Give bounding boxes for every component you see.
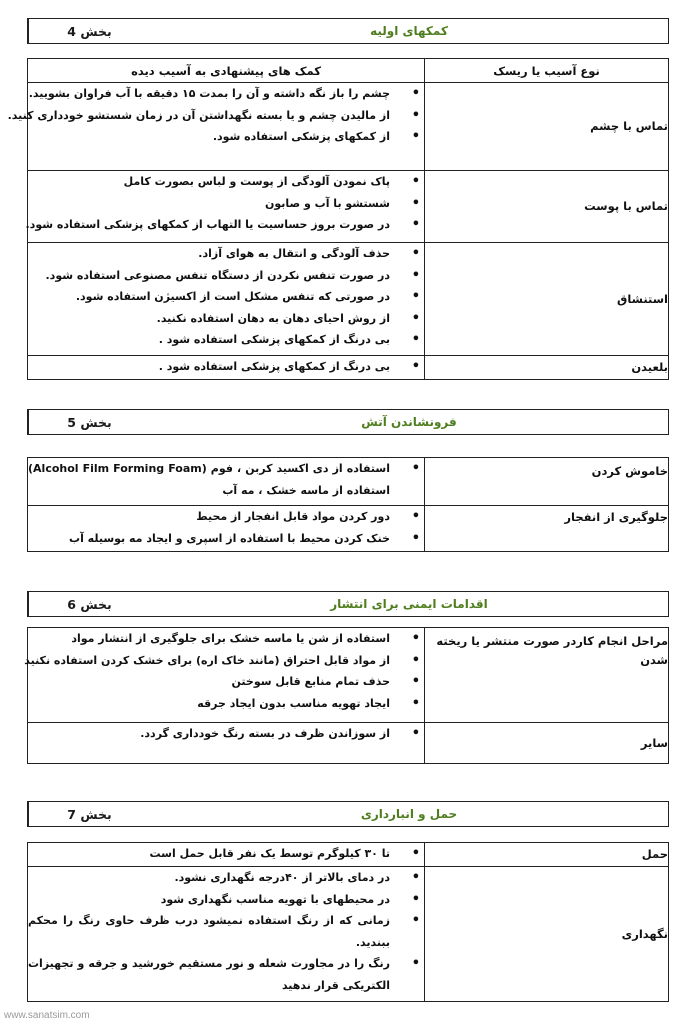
fire-fighting-table xyxy=(27,457,669,551)
list-item: • خنک کردن محیط با استفاده از اسپری و ایجاد مه بوسیله آب xyxy=(28,528,424,550)
bullet-list xyxy=(28,356,424,378)
table-row xyxy=(28,243,669,356)
list-item: • حذف آلودگی و انتقال به هوای آزاد. xyxy=(28,243,424,265)
bullet-list xyxy=(28,243,424,351)
list-item: • در صورتی که تنفس مشکل است از اکسیژن استفاده شود. xyxy=(28,286,424,308)
section-7-header xyxy=(27,801,669,825)
section-4-header xyxy=(27,18,669,42)
section-title: حمل و انبارداری xyxy=(360,807,458,821)
list-item: • بی درنگ از کمکهای پزشکی استفاده شود . xyxy=(28,356,424,378)
list-item: • در محیطهای با تهویه مناسب نگهداری شود xyxy=(28,889,424,911)
row-label: سایر xyxy=(425,723,669,764)
list-item: • از مالیدن چشم و یا بسته نگهداشتن آن در زمان شستشو خودداری کنید. xyxy=(28,105,424,127)
list-item: • در صورت تنفس نکردن از دستگاه تنفس مصنوعی استفاده شود. xyxy=(28,265,424,287)
list-item: • چشم را باز نگه داشته و آن را بمدت ۱۵ دقیقه با آب فراوان بشویید. xyxy=(28,83,424,105)
spill-measures-table xyxy=(24,627,669,763)
bullet-list xyxy=(28,843,424,865)
bullet-list xyxy=(28,723,424,745)
list-item: • بی درنگ از کمکهای پزشکی استفاده شود . xyxy=(28,329,424,351)
list-item: • شستشو با آب و صابون xyxy=(28,193,424,215)
bullet-list xyxy=(28,867,424,996)
section-number: بخش 5 xyxy=(28,410,150,434)
list-item: • ایجاد تهویه مناسب بدون ایجاد جرقه xyxy=(28,693,424,715)
bullet-list xyxy=(24,628,424,714)
section-number: بخش 4 xyxy=(28,19,150,43)
column-header-aid: کمک های پیشنهادی به آسیب دیده xyxy=(28,59,425,83)
first-aid-table xyxy=(7,58,669,379)
table-row xyxy=(28,628,669,723)
section-number: بخش 7 xyxy=(28,802,150,826)
list-item: • از مواد قابل احتراق (مانند خاک اره) برای خشک کردن استفاده نکنید xyxy=(28,650,424,672)
list-item: • از روش احیای دهان به دهان استفاده نکنید. xyxy=(28,308,424,330)
list-item: • استفاده از شن یا ماسه خشک برای جلوگیری از انتشار مواد xyxy=(28,628,424,650)
list-item: • حذف تمام منابع قابل سوختن xyxy=(28,671,424,693)
table-row xyxy=(28,356,669,380)
row-label: نگهداری xyxy=(425,867,669,1002)
bullet-list xyxy=(25,171,424,236)
column-header-risk: نوع آسیب یا ریسک xyxy=(425,59,669,83)
list-item: • از کمکهای پزشکی استفاده شود. xyxy=(28,126,424,148)
list-item: • دور کردن مواد قابل انفجار از محیط xyxy=(28,506,424,528)
list-item: • زمانی که از رنگ استفاده نمیشود درب ظرف حاوی رنگ را محکم ببندید. xyxy=(28,910,424,953)
table-row xyxy=(28,506,669,552)
bullet-list xyxy=(28,458,424,501)
watermark: www.sanatsim.com xyxy=(4,1010,90,1021)
table-row xyxy=(28,171,669,243)
row-label: تماس با پوست xyxy=(425,171,669,243)
section-6-header xyxy=(27,591,669,615)
row-label: بلعیدن xyxy=(425,356,669,380)
bullet-list xyxy=(28,506,424,549)
list-item: • پاک نمودن آلودگی از پوست و لباس بصورت کامل xyxy=(28,171,424,193)
section-title: اقدامات ایمنی برای انتشار xyxy=(330,597,488,611)
row-label: مراحل انجام کاردر صورت منتشر یا ریخته شدن xyxy=(425,628,669,723)
row-label: استنشاق xyxy=(425,243,669,356)
handling-storage-table xyxy=(27,842,669,1001)
section-5-header xyxy=(27,409,669,433)
bullet-list xyxy=(7,83,424,148)
table-row xyxy=(28,867,669,1002)
list-item: • از سوزاندن ظرف در بسته رنگ خودداری گردد. xyxy=(28,723,424,745)
table-row xyxy=(28,458,669,506)
section-title: کمکهای اولیه xyxy=(370,24,448,38)
row-label: تماس با چشم xyxy=(425,83,669,171)
table-row xyxy=(28,83,669,171)
section-number: بخش 6 xyxy=(28,592,150,616)
table-row xyxy=(28,723,669,764)
row-label: خاموش کردن xyxy=(425,458,669,506)
list-item: • در صورت بروز حساسیت یا التهاب از کمکهای پزشکی استفاده شود. xyxy=(28,214,424,236)
row-label: حمل xyxy=(425,843,669,867)
list-item: • استفاده از دی اکسید کربن ، فوم (Alcohol Film Forming Foam) استفاده از ماسه خشک ، مه آب xyxy=(28,458,424,501)
list-item: • رنگ را در مجاورت شعله و نور مستقیم خورشید و جرقه و تجهیزات الکتریکی قرار ندهید xyxy=(28,953,424,996)
table-row xyxy=(28,843,669,867)
section-title: فرونشاندن آتش xyxy=(361,415,457,429)
list-item: • تا ۳۰ کیلوگرم توسط یک نفر قابل حمل است xyxy=(28,843,424,865)
list-item: • در دمای بالاتر از ۴۰درجه نگهداری نشود. xyxy=(28,867,424,889)
row-label: جلوگیری از انفجار xyxy=(425,506,669,552)
